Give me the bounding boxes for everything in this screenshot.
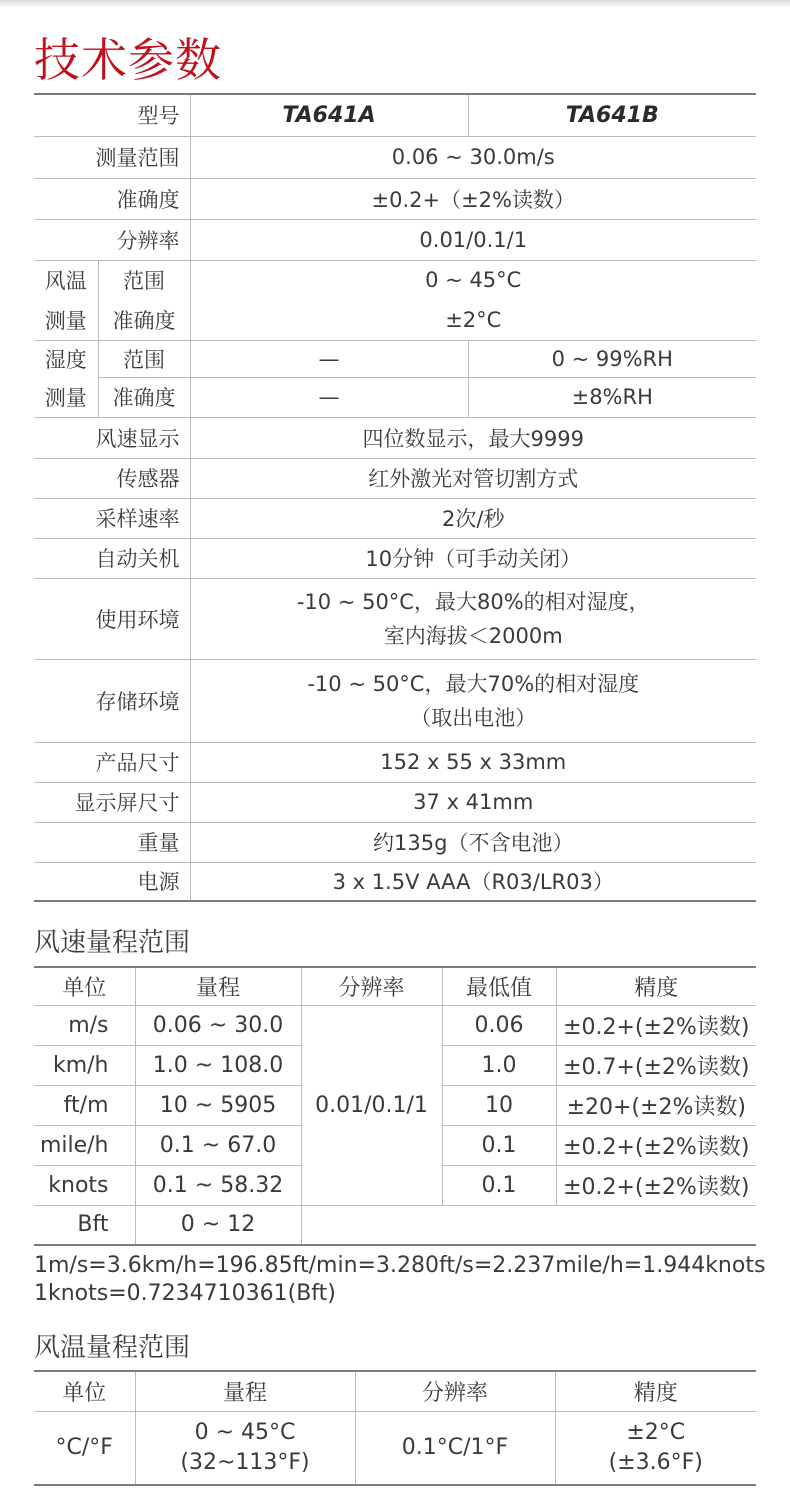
row-label: 测量范围: [34, 136, 190, 178]
value-line: -10 ~ 50°C，最大80%的相对湿度，: [296, 589, 650, 614]
sub-label: 范围: [98, 260, 190, 300]
value-line: -10 ~ 50°C，最大70%的相对湿度: [307, 671, 640, 696]
row-value-b: ±8%RH: [468, 377, 756, 417]
row-value-a: —: [190, 340, 468, 377]
temp-range-title: 风温量程范围: [34, 1333, 191, 1363]
row-label: 准确度: [34, 178, 190, 219]
table-row: [34, 659, 756, 742]
min-cell: 0.1: [442, 1125, 556, 1165]
row-value: [190, 659, 756, 742]
row-value: [190, 578, 756, 659]
table-row: [34, 340, 756, 377]
range-cell: [135, 1411, 355, 1485]
table-row: [34, 498, 756, 538]
column-header: 分辨率: [355, 1371, 555, 1411]
unit-cell: °C/°F: [34, 1411, 135, 1485]
wind-range-table: [34, 966, 756, 1246]
row-label: 分辨率: [34, 219, 190, 260]
accuracy-cell: ±0.2+(±2%读数): [556, 1165, 756, 1205]
sub-label: 范围: [98, 340, 190, 377]
table-row: [34, 300, 756, 340]
group-label-line2: 测量: [34, 300, 98, 340]
top-shadow-bar: [0, 0, 790, 8]
column-header: 精度: [555, 1371, 756, 1411]
range-cell: 0.06 ~ 30.0: [135, 1005, 301, 1045]
conversion-line: 1m/s=3.6km/h=196.85ft/min=3.280ft/s=2.237mile/h=1.944knots: [34, 1253, 766, 1278]
row-label: 采样速率: [34, 498, 190, 538]
unit-cell: ft/m: [34, 1085, 135, 1125]
row-label: 传感器: [34, 458, 190, 498]
empty-cell: [301, 1205, 756, 1245]
table-row: [34, 260, 756, 300]
resolution-cell: 0.1°C/1°F: [355, 1411, 555, 1485]
row-label: 显示屏尺寸: [34, 782, 190, 822]
min-cell: 0.06: [442, 1005, 556, 1045]
row-value: 约135g（不含电池）: [190, 822, 756, 862]
value-line: 室内海拔＜2000m: [383, 623, 563, 648]
table-row: [34, 742, 756, 782]
column-header: 量程: [135, 967, 301, 1005]
group-label-line1: 湿度: [44, 347, 87, 372]
column-header: 量程: [135, 1371, 355, 1411]
value-line: （取出电池）: [410, 705, 537, 730]
table-row: [34, 1005, 756, 1045]
table-row: [34, 538, 756, 578]
table-row: [34, 94, 756, 136]
accuracy-cell: ±0.2+(±2%读数): [556, 1125, 756, 1165]
min-cell: 10: [442, 1085, 556, 1125]
sub-label: 准确度: [98, 300, 190, 340]
unit-cell: Bft: [34, 1205, 135, 1245]
specs-table: [34, 93, 756, 902]
min-cell: 1.0: [442, 1045, 556, 1085]
group-label-line1: 风温: [44, 269, 87, 294]
value-line: 0 ~ 45°C: [194, 1419, 296, 1445]
row-value: 0.06 ~ 30.0m/s: [190, 136, 756, 178]
resolution-cell: 0.01/0.1/1: [301, 1005, 442, 1205]
table-row: [34, 1411, 756, 1485]
wind-range-title: 风速量程范围: [34, 928, 191, 958]
row-value: 0.01/0.1/1: [190, 219, 756, 260]
table-header-row: [34, 967, 756, 1005]
table-row: [34, 822, 756, 862]
table-row: [34, 862, 756, 901]
range-cell: 0.1 ~ 58.32: [135, 1165, 301, 1205]
unit-cell: knots: [34, 1165, 135, 1205]
table-row: [34, 1205, 756, 1245]
value-line: (32~113°F): [180, 1449, 310, 1475]
range-cell: 10 ~ 5905: [135, 1085, 301, 1125]
row-label: 自动关机: [34, 538, 190, 578]
row-label: 电源: [137, 870, 180, 895]
row-label: 型号: [34, 94, 190, 136]
table-row: [34, 417, 756, 458]
row-value: 红外激光对管切割方式: [190, 458, 756, 498]
value-line: ±2°C: [626, 1419, 686, 1445]
model-b-header: TA641B: [468, 94, 756, 136]
conversion-line: 1knots=0.7234710361(Bft): [34, 1281, 336, 1306]
sub-label: 准确度: [98, 377, 190, 417]
row-value: 2次/秒: [190, 498, 756, 538]
model-a-header: TA641A: [190, 94, 468, 136]
table-row: [34, 377, 756, 417]
row-value-b: 0 ~ 99%RH: [468, 340, 756, 377]
row-value: ±0.2+（±2%读数）: [190, 178, 756, 219]
table-row: [34, 136, 756, 178]
page-title: 技术参数: [34, 33, 222, 87]
column-header: 精度: [556, 967, 756, 1005]
row-label: 存储环境: [34, 659, 190, 742]
row-value-a: —: [190, 377, 468, 417]
table-row: [34, 782, 756, 822]
range-cell: 0.1 ~ 67.0: [135, 1125, 301, 1165]
row-label: 使用环境: [34, 578, 190, 659]
value-line: (±3.6°F): [608, 1449, 703, 1475]
row-value: 3 x 1.5V AAA（R03/LR03）: [190, 862, 756, 901]
range-cell: 0 ~ 12: [135, 1205, 301, 1245]
table-header-row: [34, 1371, 756, 1411]
row-value: 0 ~ 45°C: [190, 260, 756, 300]
row-value: 37 x 41mm: [190, 782, 756, 822]
range-cell: 1.0 ~ 108.0: [135, 1045, 301, 1085]
temp-range-table: [34, 1370, 756, 1486]
row-value: 10分钟（可手动关闭）: [190, 538, 756, 578]
column-header: 单位: [34, 1371, 135, 1411]
row-value: 四位数显示，最大9999: [190, 417, 756, 458]
accuracy-cell: ±0.2+(±2%读数): [556, 1005, 756, 1045]
table-row: [34, 578, 756, 659]
column-header: 分辨率: [301, 967, 442, 1005]
row-label: 产品尺寸: [34, 742, 190, 782]
table-row: [34, 458, 756, 498]
accuracy-cell: ±20+(±2%读数): [556, 1085, 756, 1125]
column-header: 单位: [34, 967, 135, 1005]
row-label: 重量: [34, 822, 190, 862]
column-header: 最低值: [442, 967, 556, 1005]
table-row: [34, 219, 756, 260]
unit-cell: mile/h: [34, 1125, 135, 1165]
table-row: [34, 178, 756, 219]
group-label-line2: 测量: [34, 377, 98, 417]
row-label: 风速显示: [34, 417, 190, 458]
accuracy-cell: [555, 1411, 756, 1485]
min-cell: 0.1: [442, 1165, 556, 1205]
row-value: ±2°C: [190, 300, 756, 340]
row-value: 152 x 55 x 33mm: [190, 742, 756, 782]
accuracy-cell: ±0.7+(±2%读数): [556, 1045, 756, 1085]
unit-cell: km/h: [34, 1045, 135, 1085]
unit-cell: m/s: [34, 1005, 135, 1045]
